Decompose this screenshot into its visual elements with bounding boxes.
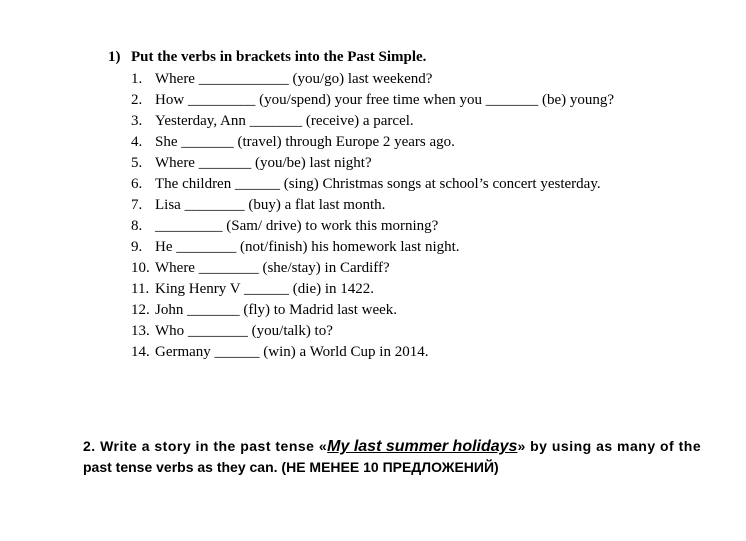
item-text: The children ______ (sing) Christmas songs at school’s concert yesterday.: [155, 176, 601, 192]
item-text: Lisa ________ (buy) a flat last month.: [155, 197, 386, 213]
exercise-item: [131, 153, 614, 174]
item-number: 1.: [131, 71, 143, 87]
exercise-item: [131, 90, 614, 111]
story-title: My last summer holidays: [327, 438, 518, 455]
item-number: 4.: [131, 134, 143, 150]
task2-instruction: [83, 436, 723, 477]
item-text: Who ________ (you/talk) to?: [155, 323, 333, 339]
exercise-list: [131, 69, 614, 363]
item-number: 9.: [131, 239, 143, 255]
exercise-item: [131, 300, 614, 321]
item-number: 5.: [131, 155, 143, 171]
exercise-item: [131, 279, 614, 300]
item-text: _________ (Sam/ drive) to work this morning?: [155, 218, 439, 234]
task2-line2: past tense verbs as they can. (НЕ МЕНЕЕ 10 ПРЕДЛОЖЕНИЙ): [83, 459, 499, 475]
task1-number: 1): [108, 49, 121, 65]
exercise-item: [131, 258, 614, 279]
task2-line1: [83, 436, 723, 457]
item-text: He ________ (not/finish) his homework last night.: [155, 239, 460, 255]
item-number: 13.: [131, 323, 150, 339]
exercise-item: [131, 237, 614, 258]
item-number: 3.: [131, 113, 143, 129]
item-number: 8.: [131, 218, 143, 234]
item-text: John _______ (fly) to Madrid last week.: [155, 302, 398, 318]
item-number: 2.: [131, 92, 143, 108]
task1-heading: [108, 49, 426, 66]
item-number: 12.: [131, 302, 150, 318]
exercise-item: [131, 216, 614, 237]
item-text: King Henry V ______ (die) in 1422.: [155, 281, 375, 297]
exercise-item: [131, 69, 614, 90]
exercise-item: [131, 342, 614, 363]
item-number: 10.: [131, 260, 150, 276]
item-text: Where _______ (you/be) last night?: [155, 155, 372, 171]
item-text: Where ________ (she/stay) in Cardiff?: [155, 260, 390, 276]
item-text: Yesterday, Ann _______ (receive) a parcel.: [155, 113, 414, 129]
task1-instruction: Put the verbs in brackets into the Past Simple.: [131, 49, 427, 65]
item-number: 6.: [131, 176, 143, 192]
item-text: Where ____________ (you/go) last weekend?: [155, 71, 433, 87]
exercise-item: [131, 174, 614, 195]
exercise-item: [131, 195, 614, 216]
exercise-item: [131, 132, 614, 153]
exercise-item: [131, 321, 614, 342]
item-text: How _________ (you/spend) your free time when you _______ (be) young?: [155, 92, 615, 108]
item-text: Germany ______ (win) a World Cup in 2014.: [155, 344, 429, 360]
task2-prefix: 2. Write a story in the past tense «: [83, 438, 328, 454]
item-text: She _______ (travel) through Europe 2 years ago.: [155, 134, 455, 150]
exercise-item: [131, 111, 614, 132]
item-number: 11.: [131, 281, 150, 297]
item-number: 14.: [131, 344, 150, 360]
item-number: 7.: [131, 197, 143, 213]
task2-suffix: » by using as many of the: [517, 438, 702, 454]
